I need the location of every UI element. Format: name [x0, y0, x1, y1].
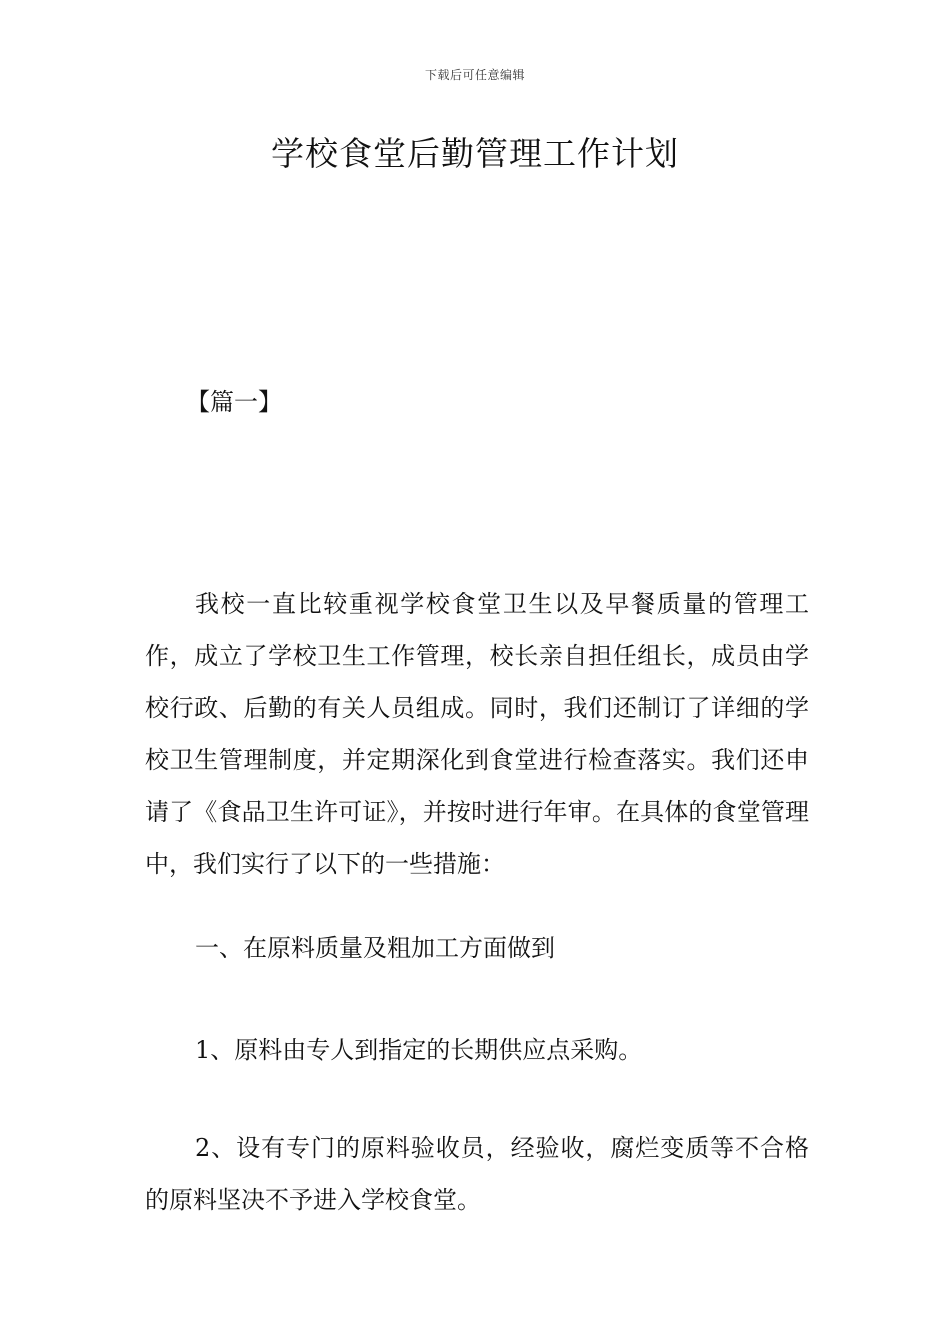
- intro-paragraph: 我校一直比较重视学校食堂卫生以及早餐质量的管理工作，成立了学校卫生工作管理，校长亲自担任组长，成员由学校行政、后勤的有关人员组成。同时，我们还制订了详细的学校卫生管理制度，并定期深化到食堂进行检查落实。我们还申请了《食品卫生许可证》，并按时进行年审。在具体的食堂管理中，我们实行了以下的一些措施：: [145, 590, 809, 878]
- list-item-1: 1、原料由专人到指定的长期供应点采购。: [195, 1036, 643, 1064]
- list-item-2: 2、设有专门的原料验收员，经验收，腐烂变质等不合格的原料坚决不予进入学校食堂。: [145, 1134, 809, 1214]
- document-title: 学校食堂后勤管理工作计划: [271, 134, 679, 173]
- header-note: 下载后可任意编辑: [424, 68, 525, 82]
- section-heading-1: 一、在原料质量及粗加工方面做到: [195, 934, 555, 962]
- section-label: 【篇一】: [186, 388, 282, 416]
